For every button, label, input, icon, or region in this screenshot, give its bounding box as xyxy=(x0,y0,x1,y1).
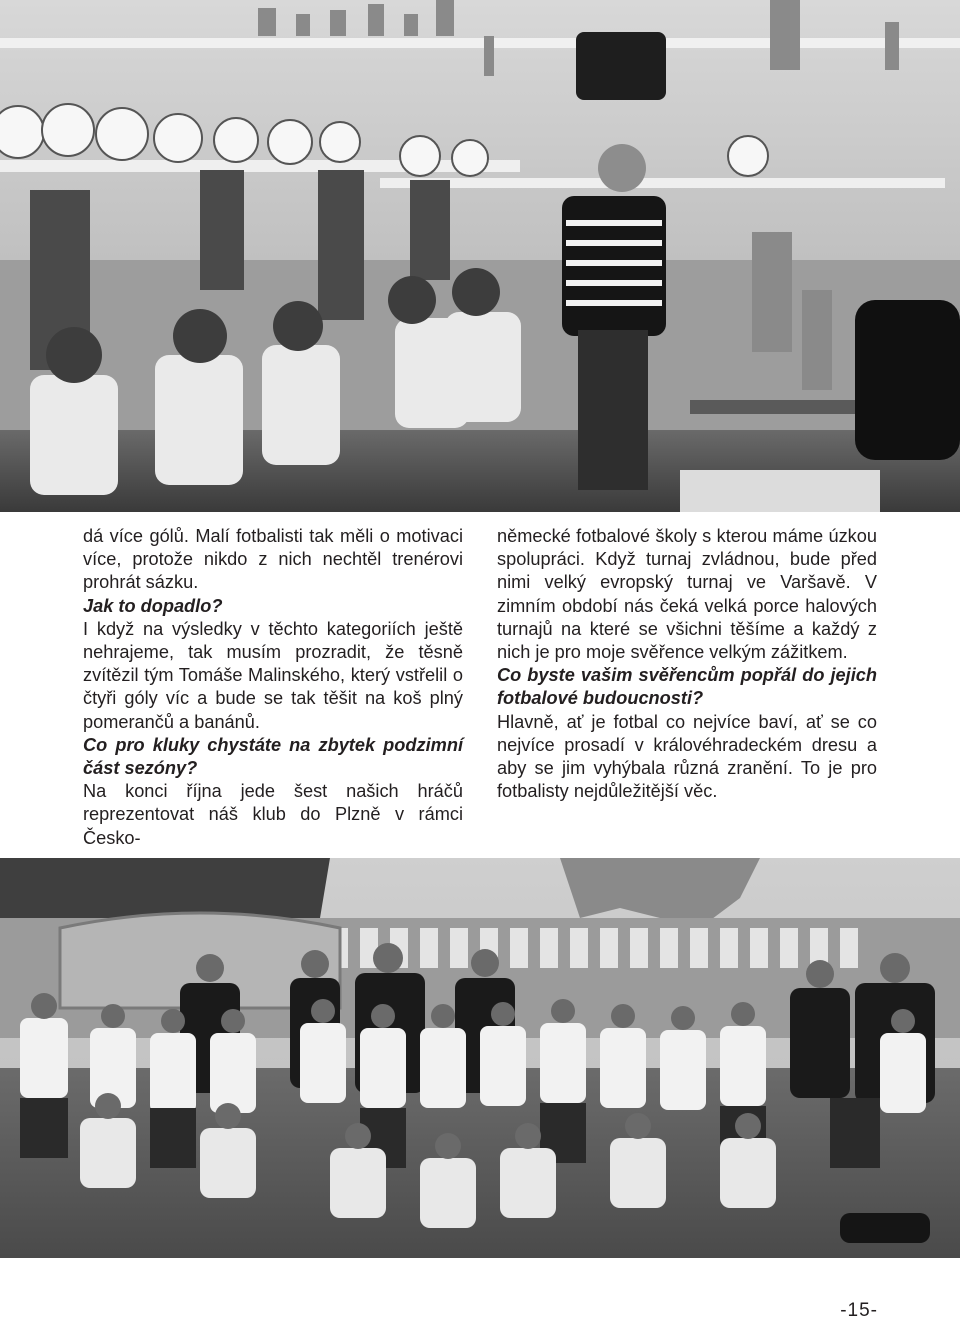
interview-question: Co byste vašim svěřencům popřál do jejich fotbalové budoucnosti? xyxy=(497,665,877,709)
team-group-illustration xyxy=(0,858,960,1258)
article-paragraph: německé fotbalové školy s kterou máme úzkou spolupráci. Když turnaj zvládnou, bude před nimi velký evropský turnaj ve Varšavě. V zimním období nás čeká velká porce halových turnajů na které se všichni těšíme a každý z nich je pro moje svěřence velkým zážitkem. xyxy=(497,526,877,663)
locker-room-illustration xyxy=(0,0,960,512)
article-column-right xyxy=(497,525,877,803)
article-column-left xyxy=(83,525,463,850)
article-paragraph: Hlavně, ať je fotbal co nejvíce baví, ať se co nejvíce prosadí v královéhradeckém dresu a aby se jim vyhýbala různá zranění. To je pro fotbalisty nejdůležitější věc. xyxy=(497,711,877,802)
locker-room-photo xyxy=(0,0,960,512)
page-number: -15- xyxy=(840,1300,878,1321)
article-paragraph: dá více gólů. Malí fotbalisti tak měli o motivaci více, protože nikdo z nich nechtěl trenérovi prohrát sázku. xyxy=(83,526,463,593)
interview-question: Jak to dopadlo? xyxy=(83,595,223,616)
article-paragraph: Na konci října jede šest našich hráčů reprezentovat náš klub do Plzně v rámci Česko- xyxy=(83,781,463,848)
team-group-photo xyxy=(0,858,960,1258)
article-paragraph: I když na výsledky v těchto kategoriích ještě nehrajeme, tak musím prozradit, že těsně zvítězil tým Tomáše Malinského, který vstřelil o čtyři góly víc a bude se tak těšit na koš plný pomerančů a banánů. xyxy=(83,618,463,732)
interview-question: Co pro kluky chystáte na zbytek podzimní část sezóny? xyxy=(83,734,463,779)
